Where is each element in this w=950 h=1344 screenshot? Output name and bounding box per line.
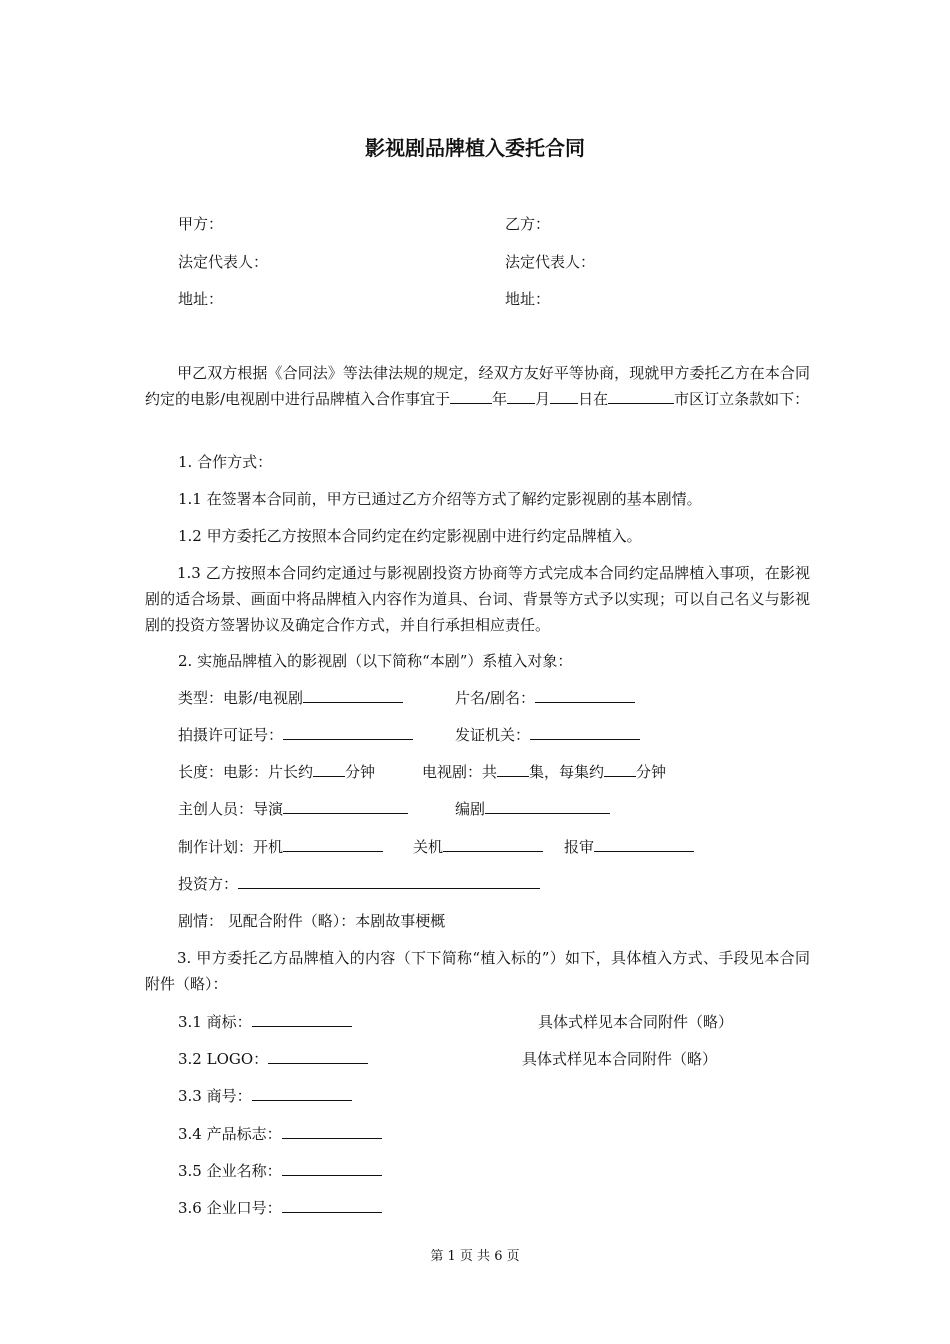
party-a-label: 甲方：: [178, 215, 224, 233]
clause-1-3: 1.3 乙方按照本合同约定通过与影视剧投资方协商等方式完成本合同约定品牌植入事项，在影视剧的适合场景、画面中将品牌植入内容作为道具、台词、背景等方式予以实现；可以自己名义与影视剧的投资方签署协议及确定合作方式，并自行承担相应责任。: [145, 564, 810, 634]
review-blank: [594, 837, 694, 852]
clause-1-2: 1.2 甲方委托乙方按照本合同约定在约定影视剧中进行约定品牌植入。: [178, 527, 642, 545]
wrap-field: 关机: [413, 837, 543, 857]
permit-field: 拍摄许可证号：: [178, 725, 413, 745]
party-b-label: 乙方：: [505, 215, 551, 233]
writer-blank: [485, 799, 610, 814]
document-title: 影视剧品牌植入委托合同: [365, 136, 585, 160]
issuer-blank: [530, 725, 640, 740]
plan-field: 制作计划：开机: [178, 837, 383, 857]
clause-3-1: 3.1 商标：: [178, 1012, 352, 1032]
year-blank: [450, 389, 492, 404]
film-length-blank: [313, 762, 345, 777]
clause-3-4: 3.4 产品标志：: [178, 1124, 382, 1144]
party-a-legal-rep-label: 法定代表人：: [178, 253, 269, 271]
investor-blank: [238, 874, 540, 889]
city-blank: [608, 389, 674, 404]
section-1-heading: 1. 合作方式：: [178, 453, 273, 471]
episode-length-blank: [604, 762, 636, 777]
start-blank: [283, 837, 383, 852]
writer-field: 编剧: [455, 799, 610, 819]
director-blank: [283, 799, 408, 814]
logo-blank: [268, 1049, 368, 1064]
clause-3-3: 3.3 商号：: [178, 1086, 352, 1106]
trademark-blank: [252, 1012, 352, 1027]
title-field: 片名/剧名：: [455, 688, 635, 708]
day-blank: [550, 389, 578, 404]
issuer-field: 发证机关：: [455, 725, 640, 745]
crew-field: 主创人员：导演: [178, 799, 408, 819]
plot-line: 剧情： 见配合附件（略）：本剧故事梗概: [178, 912, 446, 930]
intro-paragraph: 甲乙双方根据《合同法》等法律法规的规定，经双方友好平等协商，现就甲方委托乙方在本合同约定的电影/电视剧中进行品牌植入合作事宜于 年 月 日在 市区订立条款如下：: [145, 364, 810, 408]
investor-field: 投资方：: [178, 874, 540, 894]
trade-name-blank: [252, 1086, 352, 1101]
party-b-legal-rep-label: 法定代表人：: [505, 253, 596, 271]
clause-3-6: 3.6 企业口号：: [178, 1198, 382, 1218]
company-slogan-blank: [282, 1198, 382, 1213]
clause-3-2: 3.2 LOGO：: [178, 1049, 368, 1069]
tv-length-field: 电视剧：共 集，每集约 分钟: [422, 763, 667, 781]
month-blank: [507, 389, 535, 404]
page-footer: 第 1 页 共 6 页: [430, 1249, 520, 1264]
episodes-blank: [497, 762, 529, 777]
clause-3-2-note: 具体式样见本合同附件（略）: [522, 1050, 718, 1068]
type-field: 类型：电影/电视剧: [178, 688, 403, 708]
party-b-address-label: 地址：: [505, 290, 551, 308]
section-3-heading: 3. 甲方委托乙方品牌植入的内容（下下简称“植入标的”）如下，具体植入方式、手段见本合同附件（略）：: [145, 949, 810, 993]
clause-1-1: 1.1 在签署本合同前，甲方已通过乙方介绍等方式了解约定影视剧的基本剧情。: [178, 490, 702, 508]
permit-blank: [283, 725, 413, 740]
clause-3-5: 3.5 企业名称：: [178, 1161, 382, 1181]
length-field: 长度：电影：片长约 分钟: [178, 763, 376, 781]
title-blank: [535, 688, 635, 703]
type-blank: [303, 688, 403, 703]
section-2-heading: 2. 实施品牌植入的影视剧（以下简称“本剧”）系植入对象：: [178, 652, 573, 670]
party-a-address-label: 地址：: [178, 290, 224, 308]
product-mark-blank: [282, 1124, 382, 1139]
company-name-blank: [282, 1161, 382, 1176]
wrap-blank: [443, 837, 543, 852]
clause-3-1-note: 具体式样见本合同附件（略）: [538, 1013, 734, 1031]
review-field: 报审: [564, 837, 694, 857]
